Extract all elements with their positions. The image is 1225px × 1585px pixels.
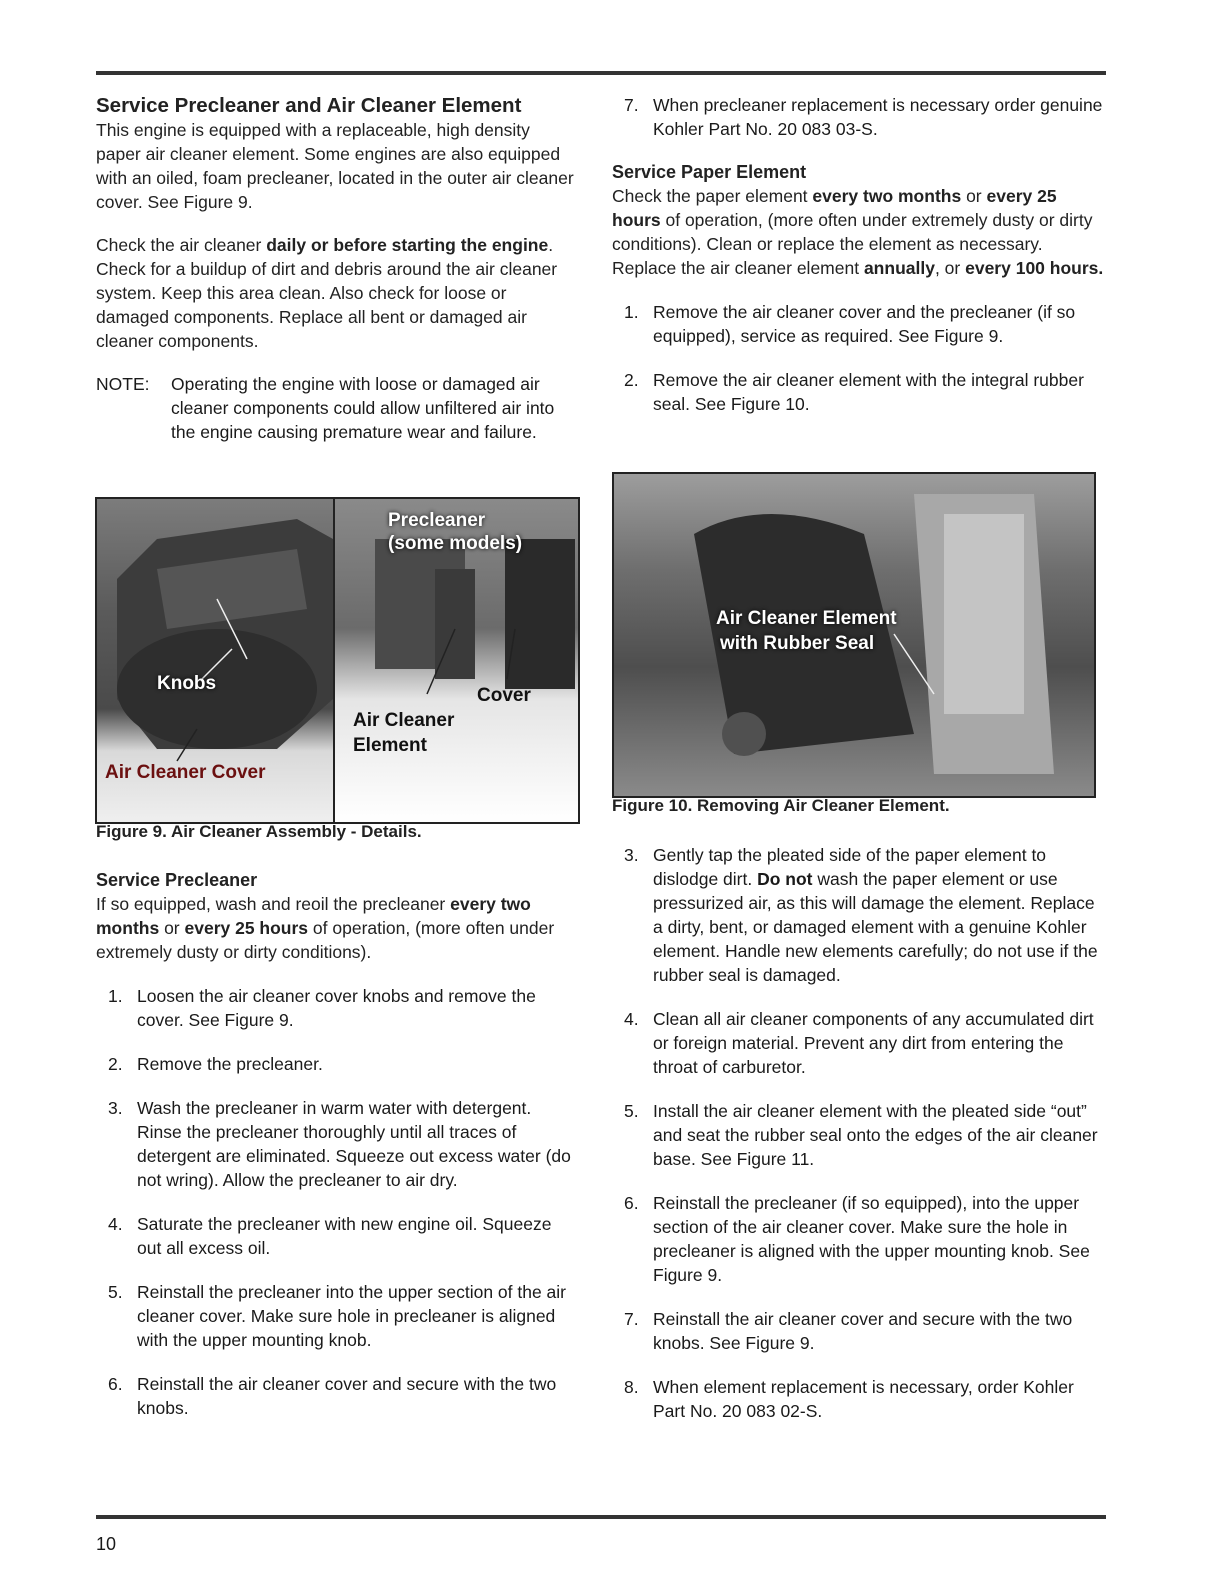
- label-with-rubber-seal: with Rubber Seal: [720, 633, 875, 654]
- service-precleaner-paragraph: If so equipped, wash and reoil the precleaner every two months or every 25 hours of operation, (more often under extremely dusty or dirty conditions).: [96, 894, 555, 962]
- label-some-models: (some models): [388, 533, 523, 554]
- label-air-cleaner-cover: Air Cleaner Cover: [105, 762, 266, 783]
- label-knobs: Knobs: [157, 673, 217, 694]
- list-item: 3. Gently tap the pleated side of the paper element to dislodge dirt. Do not wash the paper element or use pressurized air, as this will damage the element. Replace a dirty, bent, or damaged element with a genuine Kohler element. Handle new elements carefully; do not use if the rubber seal is damaged.: [624, 845, 1098, 985]
- precleaner-steps-continued: [612, 93, 1106, 141]
- note-label: NOTE:: [96, 374, 150, 394]
- left-column-lower: [96, 868, 576, 1420]
- note: [96, 372, 576, 444]
- service-paper-element-heading: Service Paper Element: [612, 162, 807, 182]
- note-text: Operating the engine with loose or damaged air cleaner components could allow unfiltered air into the engine causing premature wear and failure.: [171, 374, 555, 442]
- precleaner-steps: [96, 984, 576, 1420]
- list-item: 1. Remove the air cleaner cover and the precleaner (if so equipped), service as required. See Figure 9.: [624, 302, 1076, 346]
- paper-element-steps-b: [612, 843, 1106, 1423]
- label-cover: Cover: [477, 685, 531, 706]
- list-item: 7. Reinstall the air cleaner cover and secure with the two knobs. See Figure 9.: [624, 1309, 1073, 1353]
- list-item: 3. Wash the precleaner in warm water with detergent. Rinse the precleaner thoroughly until all traces of detergent are eliminated. Squeeze out excess water (do not wring). Allow the precleaner to air dry.: [108, 1098, 571, 1190]
- paper-element-steps-a: [612, 300, 1106, 416]
- top-rule: [96, 71, 1106, 75]
- label-air-cleaner: Air Cleaner: [353, 710, 455, 731]
- figure-9-left-panel: [97, 499, 335, 822]
- list-item: 6. Reinstall the air cleaner cover and secure with the two knobs.: [108, 1374, 557, 1418]
- list-item: 6. Reinstall the precleaner (if so equipped), into the upper section of the air cleaner cover. Make sure the hole in precleaner is aligned with the upper mounting knob. See Figure 9.: [624, 1193, 1090, 1285]
- list-item: 5. Install the air cleaner element with the pleated side “out” and seat the rubber seal onto the edges of the air cleaner base. See Figure 11.: [624, 1101, 1098, 1169]
- paper-element-paragraph: Check the paper element every two months or every 25 hours of operation, (more often under extremely dusty or dirty conditions). Clean or replace the element as necessary. Replace the air cleaner element annually, or every 100 hours.: [612, 186, 1104, 278]
- bottom-rule: [96, 1515, 1106, 1519]
- check-paragraph: Check the air cleaner daily or before starting the engine. Check for a buildup of dirt and debris around the air cleaner system. Keep this area clean. Also check for loose or damaged components. Replace all bent or damaged air cleaner components.: [96, 235, 558, 351]
- figure-9-photo: [95, 497, 580, 824]
- right-column-lower: [612, 843, 1106, 1423]
- intro-paragraph: This engine is equipped with a replaceable, high density paper air cleaner element. Some engines are also equipped with an oiled, foam precleaner, located in the outer air cleaner cover. See Figure 9.: [96, 120, 574, 212]
- service-precleaner-heading: Service Precleaner: [96, 870, 258, 890]
- label-air-cleaner-element: Air Cleaner Element: [716, 608, 897, 629]
- right-column: [612, 93, 1106, 416]
- figure-9-right-panel: [335, 499, 578, 822]
- list-item: 1. Loosen the air cleaner cover knobs and remove the cover. See Figure 9.: [108, 986, 536, 1030]
- label-precleaner: Precleaner: [388, 510, 486, 531]
- list-item: 4. Clean all air cleaner components of any accumulated dirt or foreign material. Prevent any dirt from entering the throat of carburetor.: [624, 1009, 1094, 1077]
- figure-9-caption: Figure 9. Air Cleaner Assembly - Details.: [96, 822, 422, 841]
- list-item: 7. When precleaner replacement is necessary order genuine Kohler Part No. 20 083 03-S.: [624, 95, 1103, 139]
- figure-10-photo: [612, 472, 1096, 798]
- list-item: 2. Remove the air cleaner element with the integral rubber seal. See Figure 10.: [624, 370, 1084, 414]
- list-item: 4. Saturate the precleaner with new engine oil. Squeeze out all excess oil.: [108, 1214, 552, 1258]
- list-item: 8. When element replacement is necessary, order Kohler Part No. 20 083 02-S.: [624, 1377, 1074, 1421]
- list-item: 5. Reinstall the precleaner into the upper section of the air cleaner cover. Make sure hole in precleaner is aligned with the upper mounting knob.: [108, 1282, 567, 1350]
- label-element: Element: [353, 735, 427, 756]
- section-heading: Service Precleaner and Air Cleaner Element: [96, 94, 522, 117]
- figure-10-caption: Figure 10. Removing Air Cleaner Element.: [612, 796, 950, 815]
- list-item: 2. Remove the precleaner.: [108, 1054, 323, 1074]
- left-column: [96, 93, 576, 444]
- page-number: 10: [96, 1534, 117, 1554]
